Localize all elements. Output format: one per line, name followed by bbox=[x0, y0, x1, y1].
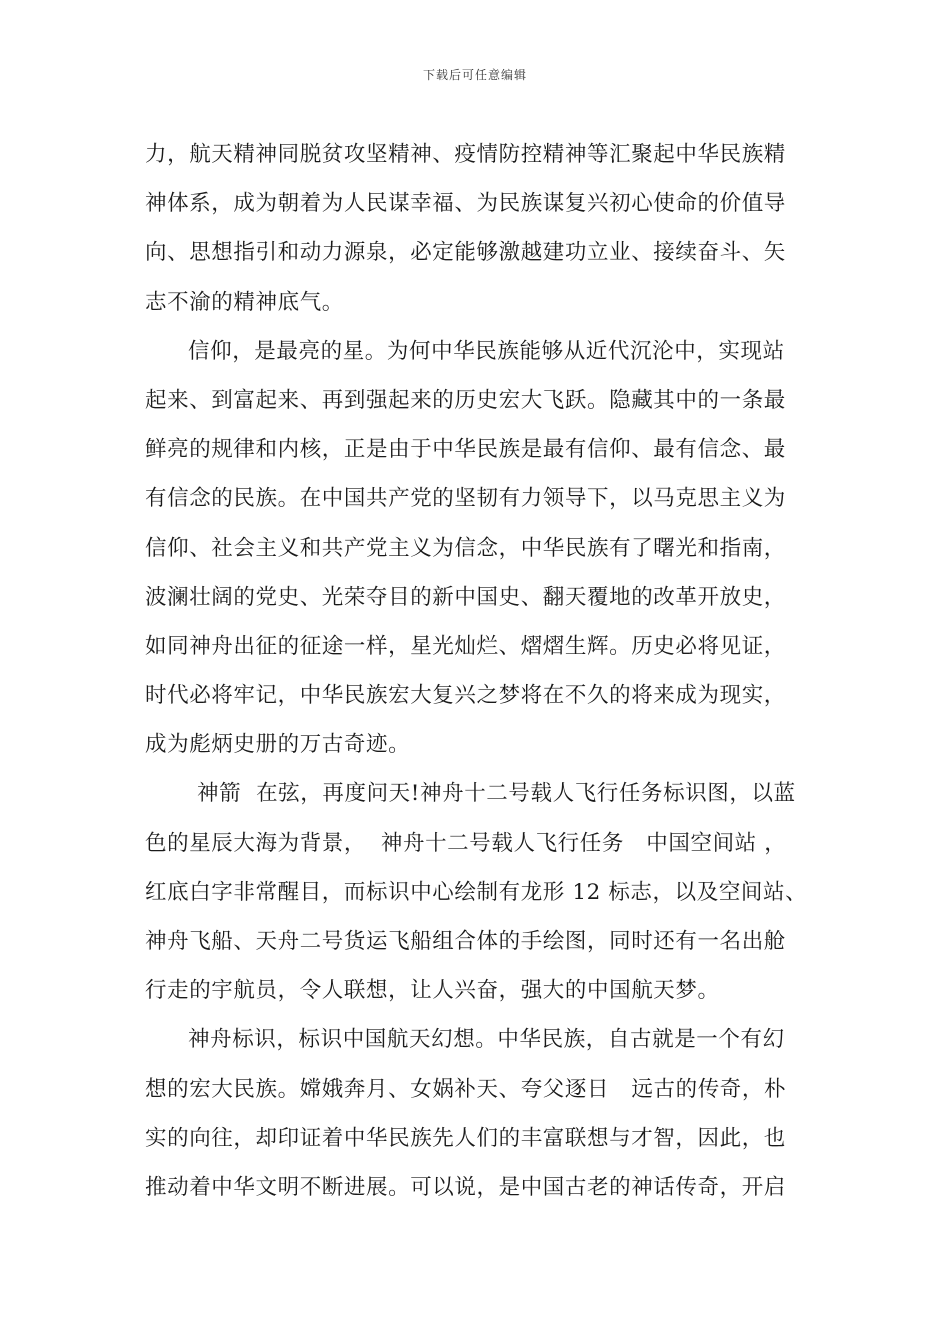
text-line: 行走的宇航员，令人联想，让人兴奋，强大的中国航天梦。 bbox=[145, 978, 720, 1004]
paragraph bbox=[145, 130, 815, 327]
text-line: 如同神舟出征的征途一样，星光灿烂、熠熠生辉。历史必将见证， bbox=[145, 633, 786, 659]
text-line: 神舟标识，标识中国航天幻想。中华民族，自古就是一个有幻 bbox=[188, 1027, 785, 1053]
text-line: 志不渝的精神底气。 bbox=[145, 289, 344, 315]
text-line: 推动着中华文明不断进展。可以说，是中国古老的神话传奇，开启 bbox=[145, 1174, 786, 1200]
body-text bbox=[145, 130, 815, 1212]
text-line: 神体系，成为朝着为人民谋幸福、为民族谋复兴初心使命的价值导 bbox=[145, 191, 786, 217]
text-line: 实的向往，却印证着中华民族先人们的丰富联想与才智，因此，也 bbox=[145, 1125, 786, 1151]
text-line: 成为彪炳史册的万古奇迹。 bbox=[145, 732, 411, 758]
header-note: 下载后可任意编辑 bbox=[422, 68, 527, 82]
text-line: 想的宏大民族。嫦娥奔月、女娲补天、夸父逐日 远古的传奇，朴 bbox=[145, 1076, 787, 1102]
text-line: 神舟飞船、天舟二号货运飞船组合体的手绘图，同时还有一名出舱 bbox=[145, 929, 786, 954]
text-line: 神箭 在弦，再度问天!神舟十二号载人飞行任务标识图，以蓝 bbox=[197, 781, 796, 807]
text-line: 力，航天精神同脱贫攻坚精神、疫情防控精神等汇聚起中华民族精 bbox=[145, 142, 786, 167]
text-line: 信仰，是最亮的星。为何中华民族能够从近代沉沦中，实现站 bbox=[188, 338, 785, 364]
text-line: 信仰、社会主义和共产党主义为信念，中华民族有了曙光和指南， bbox=[145, 535, 786, 561]
text-line: 有信念的民族。在中国共产党的坚韧有力领导下，以马克思主义为 bbox=[145, 486, 786, 512]
text-line: 波澜壮阔的党史、光荣夺目的新中国史、翻天覆地的改革开放史， bbox=[145, 584, 786, 610]
text-line: 向、思想指引和动力源泉，必定能够激越建功立业、接续奋斗、矢 bbox=[145, 240, 786, 266]
text-line: 红底白字非常醒目，而标识中心绘制有龙形 12 标志，以及空间站、 bbox=[145, 879, 808, 905]
paragraph bbox=[145, 1015, 815, 1212]
paragraph bbox=[145, 769, 815, 1015]
text-line: 时代必将牢记，中华民族宏大复兴之梦将在不久的将来成为现实， bbox=[145, 683, 786, 709]
text-line: 色的星辰大海为背景， 神舟十二号载人飞行任务 中国空间站 ， bbox=[145, 830, 787, 856]
text-line: 起来、到富起来、再到强起来的历史宏大飞跃。隐藏其中的一条最 bbox=[145, 387, 786, 413]
paragraph bbox=[145, 327, 815, 770]
text-line: 鲜亮的规律和内核，正是由于中华民族是最有信仰、最有信念、最 bbox=[145, 437, 786, 463]
